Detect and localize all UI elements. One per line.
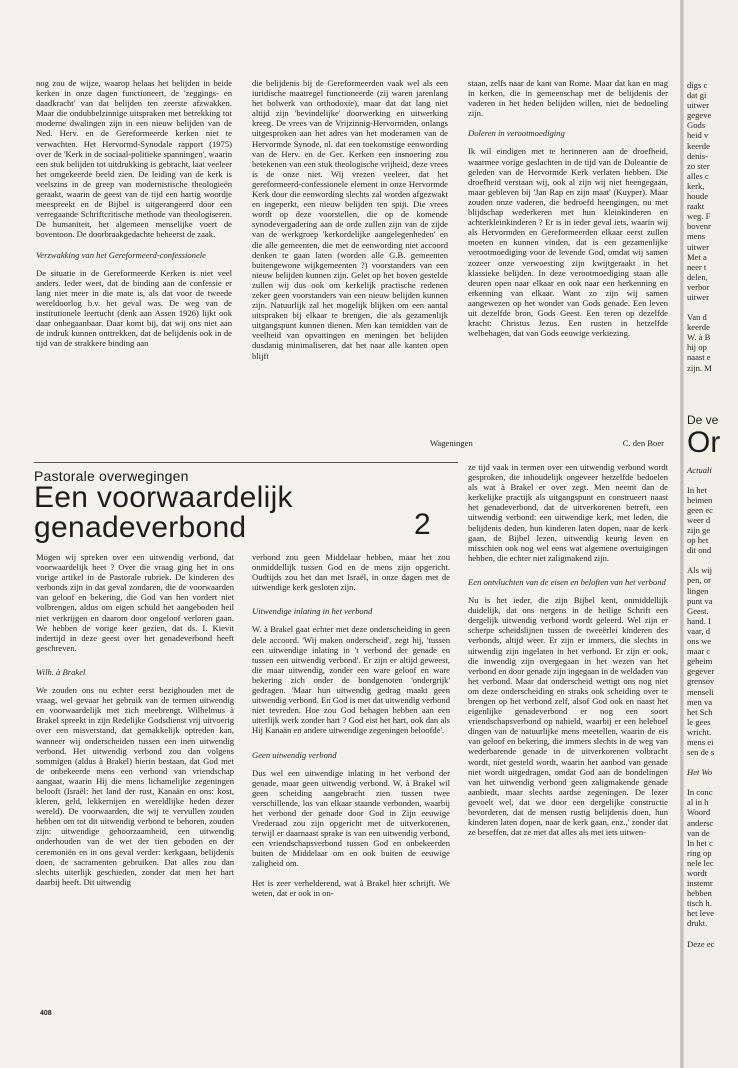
- article-title-line-2: genadeverbond: [34, 511, 247, 544]
- top-column-2: [252, 78, 448, 458]
- top-col1-para-2: De situatie in de Gereformeerde Kerken is niet veel anders. Ieder weet, dat de binding aan de confessie er lang niet meer in die mate is, als dat voor de tweede wereldoorlog b.v. het geval was. De weg van de institutionele leertucht (denk aan Assen 1926) lijkt ook daar onbegaanbaar. Daar komt bij, dat wij ons niet aan de indruk kunnen onttrekken, dat de belijdenis ook in de tijd van de strakkere binding aan: [36, 267, 232, 349]
- top-col3-para: staan, zelfs naar de kant van Rome. Maar dat kan en mag in kerken, die in gemeenschap met de belijdenis der vaderen in het heden belijden willen, niet de bedoeling zijn.: [468, 78, 668, 119]
- section-label: Pastorale overwegingen: [34, 468, 189, 484]
- adjacent-text-bottom: In het heimen geen ec weer d zijn ge op het dit ond Als wij pen, or lingen punt va Geest. hand. I vaar, d ons we maar c geheim gegever grensov menseli men va het Sch le gees wricht. mens ei sen de s: [687, 484, 715, 758]
- top-column-1: [36, 78, 232, 458]
- adjacent-section-label: De ve: [687, 412, 719, 427]
- article-para-2: verbond zou geen Middelaar hebben, maar het zou onmiddellijk tussen God en de mens zijn opgericht. Oudtijds zou het dan met Israël, in onze dagen met de uitwendige kerk gesloten zijn.: [252, 552, 450, 593]
- article-subhead-4: Een ontvluchten van de eisen en beloften van het verbond: [468, 576, 666, 587]
- article-column-3: [468, 462, 668, 1012]
- article-subhead-3: Geen uitwendig verbond: [252, 749, 337, 760]
- signature-place: Wageningen: [430, 438, 473, 448]
- article-column-2: [252, 552, 450, 1012]
- adjacent-page-edge: [684, 0, 738, 1068]
- top-col3-para-2: Ik wil eindigen met te herinneren aan de droefheid, waarmee vorige geslachten in de tijd van de Doleantie de geleden van de Hervormde Kerk verlaten hebben. Die droefheid verstaan wij, ook al zijn wij niet heengegaan, maar gebleven bij 'Jan Rap en zijn maat' (Kuyper). Maar zouden onze vaderen, die bedroefd heengingen, nu met blijdschap wederkeren met hun kleinkinderen en achterkleinkinderen ? Er is in ieder geval iets, waarin wij als Hervormden en Gereformeerden elkaar eerst zullen moeten en kunnen vinden, dat is een gezamenlijke verootmoediging voor de levende God, omdat wij samen zozeer onze verwoesting zijn kwijtgeraakt in het klassieke belijden. In deze verootmoediging staan alle deuren open naar elkaar en ook naar een herkenning en erkenning van elkaar. Want zo zijn wij samen aangewezen op het wonder van Gods genade. Een leven uit dezelfde bron, Gods Geest. Een teren op dezelfde kracht: Christus Jezus. Een rusten in hetzelfde welbehagen, dat van Gods eeuwige verkiezing.: [468, 146, 668, 339]
- top-col1-para: nog zou de wijze, waarop helaas het belijden in beide kerken in onze dagen functioneert, de 'zeggings- en daadkracht' van dat belijden ten zeerste afzwakken. Maar die ondubbelzinnige uitspraken met betrekking tot moderne dwalingen zijn in een nieuw belijden van de Ned. Herv. en de Gereformeerde kerken niet te verwachten. Het Hervormd-Synodale rapport (1975) over de 'Kerk in de sociaal-politieke spanningen', waarin een stuk belijden tot uitdrukking is gebracht, laat veeleer het omgekeerde beeld zien. De leiding van de kerk is veelszins in de greep van modernistische theologieën geraakt, waarin de geest van de tijd een hartig woordje meespreekt en de Bijbel is uitgerangeerd door een verregaande Schriftcritische methode van theologiseren. De humaniteit, het algemeen menselijke voert de boventoon. De doorbraakgedachte beheerst de zaak.: [36, 78, 232, 240]
- article-subhead-2: Uitwendige inlating in het verbond: [252, 606, 373, 617]
- adjacent-subhead: Actuali: [687, 464, 712, 475]
- article-para-1: We zouden ons nu echter eerst bezighouden met de vraag, wel gevaar het gebruik van de termen uitwendig en voorwaardelijk met zich meebrengt. Wilhelmus à Brakel spreekt in zijn Redelijke Godsdienst vrij uitvoerig over een misverstand, dat gemakkelijk optreden kan, wanneer wij onderscheiden tussen een inen uitwendig verbond. Het uitwendig verbond zou dan volgens sommigen (aldus à Brakel) hierin bestaan, dat God met de onbekeerde mens een verbond van vriendschap aangaat, waarin Hij die mens lichamelijke zegeningen belooft (Israël: het land der rust, Kanaän en ons: kost, kleren, geld, lekkernijen en wereldlijke heden dezer wereld). De voorwaarden, die wij te vervullen zouden hebben om tot dit uitwendig verbond te behoren, zouden zijn: uitwendige gehoorzaamheid, een uitwendig onderhouden van de wet der tien geboden en der ceremoniën en in ons geval verder: kerkgaan, belijdenis doen, de sacramenten gebruiken. Dat alles zou dan slechts uiterlijk geschieden, zonder dat men het hart daarbij heeft. Dit uitwendig: [36, 685, 234, 887]
- article-para-4: Dus wel een uitwendige inlating in het verbond der genade, maar geen uitwendig verbond. W. à Brakel wil geen scheiding aangebracht zien tussen twee verschillende, los van elkaar staande verbonden, waarbij het verbond der genade door God in Zijn eeuwige Vrederaad zou zijn opgericht met de uitverkorenen, terwijl er daarnaast sprake is van een uitwendig verbond, een vriendschapsverbond tussen God en onbekeerden buiten de Middelaar om en ook buiten de eeuwige zaligheid om.: [252, 767, 450, 869]
- section-divider: [34, 462, 458, 463]
- top-col3-subhead: Doleren in verootmoediging: [468, 128, 565, 139]
- article-para-7: Nu is het ieder, die zijn Bijbel kent, onmiddellijk duidelijk, dat ons nergens in de heilige Schrift een dergelijk uitwendig verbond wordt geleerd. Wel zijn er scherpe scheidslijnen tussen de tweeërlei kinderen des verbonds, altijd weer. Er zijn er immers, die slechts in uitwendig zijn ingelaten in het verbond. Er zijn er ook, die inwendig zijn overgegaan in het wezen van het verbond en door genade zijn ingegaan in de weldaden van het verbond. Maar dat onderscheid wettigt ons nog niet om deze onderscheiding en straks ook scheiding over te brengen op het verbond zelf, alsof God ook en naast het eigenlijke genadeverbond er nog een soort vriendschapsverbond op nahield, waarbij er een heleboel dingen van de natuurlijke mens meetellen, waarin de eis van geloof en bekering, die immers slechts in de weg van wederbarende genade in de uitverkorenen volbracht wordt, niet gesteld wordt, waarin het aanbod van genade niet wordt uitgedragen, omdat God aan de bondelingen van het uitwendig verbond geen zaligmakende genade aanbiedt, maar slechts aardse zegeningen. De lezer gevoelt wel, dat we door een dergelijke constructie bevorderen, dat de mensen rustig belijdenis doen, hun kinderen laten dopen, naar de kerk gaan, enz.,' zonder dat ze beseffen, dat ze met dat alles als met iets uitwen-: [468, 595, 668, 838]
- article-signature: [430, 438, 664, 448]
- adjacent-text-mid: Van d keerde W. à B hij op naast e zijn. M: [687, 312, 712, 373]
- article-part-number: 2: [414, 508, 431, 541]
- article-title-line-1: Een voorwaardelijk: [34, 481, 293, 514]
- article-intro: Mogen wij spreken over een uitwendig verbond, dat voorwaardelijk heet ? Over die vraag ging het in ons vorige artikel in de Pastorale rubriek. De kinderen des verbonds zijn in dat geval zondaren, die de voorwaarden van geloof en bekering, die God van hen vordert niet volbrengen, aldus om eigen schuld het aangeboden heil niet verkrijgen en daarom door ongeloof verloren gaan. We hebben de vorige keer gezien, dat ds. I. Kievit indertijd in deze geest over het genadeverbond heeft geschreven.: [36, 552, 234, 653]
- top-column-3: [468, 78, 668, 434]
- signature-name: C. den Boer: [622, 438, 664, 448]
- article-column-1: [36, 552, 234, 1008]
- article-para-6: ze tijd vaak in termen over een uitwendig verbond wordt gesproken, die inhoudelijk ongeveer hetzelfde bedoelen als wat à Brakel er over zegt. Men neemt dan de kerkelijke practijk als uitgangspunt en construeert naast het genadeverbond, dat de uitverkorenen betreft, een uitwendig verbond: een uitwendige kerk, met leden, die belijdenis deden, hun kinderen laten dopen, naar de kerk gaan, de Bijbel lezen, uitwendig keurig leven en misschien ook nog wel eens wat algemene overtuigingen hebben, die echter niet zaligmakend zijn.: [468, 462, 668, 563]
- top-col1-subhead: Verzwakking van het Gereformeerd-confessionele: [36, 249, 206, 260]
- adjacent-text-top: digs c dat gi uitwer gegeve Gods heid v keerde denis- zo ster alles c kerk, houde raakt weg. F bovenr mens uitwer Met a neer t delen, verbor uitwer: [687, 80, 712, 302]
- article-para-5: Het is zeer verhelderend, wat à Brakel hier schrijft. We weten, dat er ook in on-: [252, 877, 450, 898]
- adjacent-title: Or: [687, 425, 721, 459]
- adjacent-text-end: In conc al in h Woord andersc van de In het c ring op nele lec wordt instemr hebben tisch h. het leve drukt. Deze ec: [687, 787, 715, 949]
- adjacent-subhead-2: Het Wo: [687, 767, 713, 778]
- article-subhead-1: Wilh. à Brakel: [36, 666, 86, 677]
- page-number: 408: [40, 1010, 52, 1017]
- top-col2-para: die belijdenis bij de Gereformeerden vaak wel als een iuridische maatregel functioneerde (zij waren jarenlang het bolwerk van orthodoxie), maar dat dat lang niet altijd zijn 'bevindelijke' doorwerking en uitwerking kreeg. De vrees van de Vrijzinnig-Hervormden, onlangs uitgesproken aan het adres van het moderamen van de Hervormde Synode, nl. dat een toekomstige eenwording van de Herv. en de Ger. Kerken een insnoering zou betekenen van een stuk theologische vrijheid, deze vrees is de onze niet. Wij vrezen veeleer, dat het gereformeerd-confessionele element in onze Hervormde Kerk door die eenwording slechts zal worden afgezwakt en ingeperkt, een nieuw belijden ten spijt. Die vrees wordt op deze voorstellen, die op de komende synodevergadering aan de orde zullen zijn van de zijde van de werkgroep 'kerkordelijke aangelegenheden' en die alle gemeenten, die met de eenwording niet accoord denken te gaan laten (worden alle G.B. gemeenten buitengewone wijkgemeenten ?) voorstanders van een nieuw belijden kunnen zijn. Gelet op het boven gestelde zullen wij dus ook om kerkelijk practische redenen zeker geen voorstanders van een nieuw belijden kunnen zijn. Natuurlijk zal het mogelijk blijken om een aantal uitspraken bij elkaar te brengen, die als gezamenlijk uitgangspunt kunnen dienen. Men kan temidden van de veelheid van opvattingen en meningen het belijden dusdanig minimaliseren, dat het naar alle kanten open blijft: [252, 78, 448, 361]
- article-para-3: W. à Brakel gaat echter met deze onderscheiding in geen dele accoord. 'Wij maken onderscheid', zegt hij, 'tussen een uitwendige inlating in 't verbond der genade en tussen een uitwendig verbond'. Er zijn er altijd geweest, die maar uitwendig, zonder een ware geloof en ware bekering zich onder de bondgenoten 'ondergrijk' gedragen. 'Maar hun uitwendig gedrag maakt geen uitwendig verbond. En God is met dat uitwendig verbond niet tevreden. Hoe zou God behagen hebben aan een uiterlijk werk zonder hart ? God eist het hart, ook dan als Hij Kanaän en andere uitwendige zegeningen beloofde'.: [252, 624, 450, 736]
